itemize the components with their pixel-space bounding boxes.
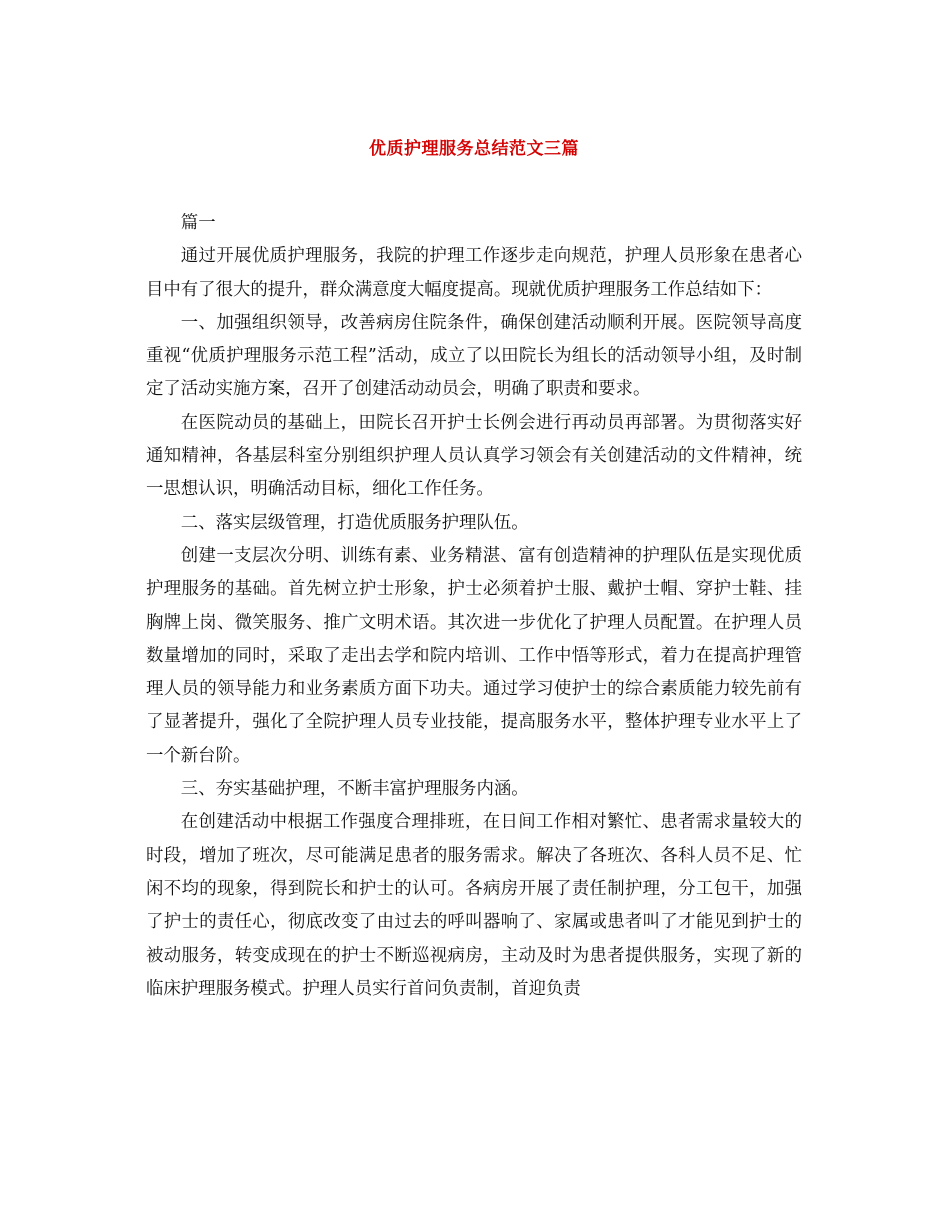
team-building-paragraph: 创建一支层次分明、训练有素、业务精湛、富有创造精神的护理队伍是实现优质护理服务的基础。首先树立护士形象，护士必须着护士服、戴护士帽、穿护士鞋、挂胸牌上岗、微笑服务、推广文明术语。其次进一步优化了护理人员配置。在护理人员数量增加的同时，采取了走出去学和院内培训、工作中悟等形式，着力在提高护理管理人员的领导能力和业务素质方面下功夫。通过学习使护士的综合素质能力较先前有了显著提升，强化了全院护理人员专业技能，提高服务水平，整体护理专业水平上了一个新台阶。	[146, 545, 802, 766]
scheduling-paragraph: 在创建活动中根据工作强度合理排班，在日间工作相对繁忙、患者需求量较大的时段，增加了班次，尽可能满足患者的服务需求。解决了各班次、各科人员不足、忙闲不均的现象，得到院长和护士的认可。各病房开展了责任制护理，分工包干，加强了护士的责任心，彻底改变了由过去的呼叫器响了、家属或患者叫了才能见到护士的被动服务，转变成现在的护士不断巡视病房，主动及时为患者提供服务，实现了新的临床护理服务模式。护理人员实行首问负责制，首迎负责	[146, 812, 802, 999]
point-two-heading: 二、落实层级管理，打造优质服务护理队伍。	[180, 512, 529, 533]
mobilization-paragraph: 在医院动员的基础上，田院长召开护士长例会进行再动员再部署。为贯彻落实好通知精神，各基层科室分别组织护理人员认真学习领会有关创建活动的文件精神，统一思想认识，明确活动目标，细化工作任务。	[146, 412, 802, 500]
document-page	[146, 134, 802, 1006]
point-three-heading: 三、夯实基础护理，不断丰富护理服务内涵。	[180, 779, 529, 800]
section-heading-part-one: 篇一	[180, 213, 216, 233]
document-title: 优质护理服务总结范文三篇	[369, 139, 579, 159]
point-one-paragraph: 一、加强组织领导，改善病房住院条件，确保创建活动顺利开展。医院领导高度重视“优质护理服务示范工程”活动，成立了以田院长为组长的活动领导小组，及时制定了活动实施方案，召开了创建活动动员会，明确了职责和要求。	[146, 312, 802, 400]
intro-paragraph: 通过开展优质护理服务，我院的护理工作逐步走向规范，护理人员形象在患者心目中有了很大的提升，群众满意度大幅度提高。现就优质护理服务工作总结如下：	[146, 246, 802, 300]
